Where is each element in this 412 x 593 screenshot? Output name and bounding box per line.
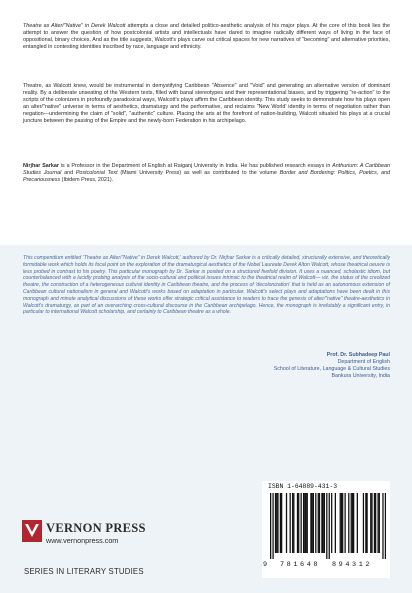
barcode-bar	[377, 493, 378, 553]
publisher-url[interactable]: www.vernonpress.com	[46, 536, 119, 545]
endorser-block	[274, 352, 390, 380]
barcode-bar	[329, 493, 330, 559]
barcode-bar	[304, 493, 305, 553]
barcode-bar	[275, 493, 276, 553]
endorser-dept: Department of English	[337, 359, 390, 365]
author-name: Nirjhar Sarkar	[23, 163, 59, 169]
barcode-bar	[375, 493, 376, 553]
barcode-bar	[313, 493, 314, 553]
barcode-bar	[374, 493, 375, 553]
barcode-bar	[351, 493, 352, 553]
endorsement-text: This compendium entitled 'Theatre as Alter/"Native" in Derek Walcott,' authored by Dr. Nirjhar Sarkar is a critically detailed, structurally extensive, and theoretically formidable work which holds its focal point on the exploration of the dramaturgical aesthetics of the Nobel Laureate Derek Alton Walcott, whose theatrical oeuvre is less probed in contrast to his poetry. This particular monograph by Dr. Sarkar is posited on a structured fivefold division. It uses a nuanced, scholastic idiom, but counterbalanced with a lucidly probing analysis of the socio-cultural and political issues intrinsic to the theatrical realm of Walcott— viz. the status of the creolized theatre, the construction of a heterogeneous cultural identity in Caribbean theatre, and the process of 'decolonization' that is held as an autonomous extension of Caribbean cultural nationalism in general and Walcott's works based on adaptation in particular. Walcott's select plays and adaptations have been dealt in this monograph and minute analytical discussions of these works offer strategic critical assistance to readers to trace the genesis of alter/"native" theatre-aesthetics in Walcott's dramaturgy, as part of an overarching cross-cultural discourse in the Caribbean archipelago. Hence, the monograph is irrefutably a significant entry, in particular to international Walcott scholarship, and certainly to Caribbean theatre as a whole.	[23, 255, 390, 316]
barcode-bar	[303, 493, 304, 553]
barcode-bar	[357, 493, 358, 553]
barcode-bar	[379, 493, 380, 553]
barcode-bar	[293, 493, 294, 553]
barcode-bar	[307, 493, 308, 553]
barcode-bar	[276, 493, 277, 553]
barcode-bar	[272, 493, 273, 559]
barcode-bar	[270, 493, 271, 559]
barcode-bar	[305, 493, 306, 553]
journal-2: Postcolonial Text	[75, 170, 118, 177]
barcode-bar	[335, 493, 336, 553]
barcode-bar	[310, 493, 311, 553]
barcode-bar	[301, 493, 302, 553]
barcode-bar	[353, 493, 354, 553]
barcode-bar	[324, 493, 325, 553]
endorser-school: School of Literature, Language & Cultural Studies	[273, 366, 390, 372]
endorser-university: Bankura University, India	[331, 373, 390, 379]
barcode-bar	[298, 493, 299, 553]
barcode	[262, 481, 390, 578]
journal-1: Anthurium: A Caribbean Studies Journal	[23, 163, 390, 177]
barcode-bar	[365, 493, 366, 553]
publisher-name: VERNON PRESS	[46, 521, 146, 535]
barcode-bar	[382, 493, 383, 559]
barcode-bar	[385, 493, 386, 559]
barcode-bar	[297, 493, 298, 553]
book-title-italic: Theatre as Alter/"Native" in Derek Walcott	[23, 23, 126, 29]
barcode-bar	[318, 493, 319, 553]
intro-text: attempts a close and detailed politico-aesthetic analysis of his major plays. At the core of this book lies the attempt to answer the question of how postcolonial artists and intellectuals have dared to imagine radically different ways of living in the face of oppositional, binary choices. And as the title suggests, Walcott's plays carve out critical spaces for new narratives of "becoming" and alternative priorities, entangled in contesting identities inscribed by race, language and ethnicity.	[23, 23, 390, 51]
walcott-paragraph: Theatre, as Walcott knew, would be instrumental in demystifying Caribbean "Absence" and "Void" and generating an alternative version of dominant reality. By a deliberate unseating of the Western texts, filled with banal stereotypes and their representational biases, and by triggering "re-action" to the scripts of the colonizers in profoundly paradoxical ways, Walcott's plays affirm the Caribbean identity. This study seeks to demonstrate how his plays open an alter/"native" universe in terms of aesthetics, dramaturgy and the performative, and reclaims "New World' identity in terms of negotiation rather than negation—undermining the claim of "solid", "authentic" culture. Placing the arts at the forefront of nation-building, Walcott situated his plays at a crucial juncture between the passing of the Empire and the newly-born Federation in his archipelago.	[23, 83, 390, 125]
barcode-bar	[312, 493, 313, 553]
barcode-bar	[344, 493, 345, 553]
barcode-bar	[342, 493, 343, 553]
endorser-name: Prof. Dr. Subhadeep Paul	[326, 352, 390, 358]
barcode-bar	[371, 493, 372, 553]
barcode-bars	[270, 493, 386, 559]
barcode-bar	[286, 493, 287, 553]
vernon-press-logo-icon	[22, 520, 42, 542]
barcode-bar	[321, 493, 322, 553]
barcode-bar	[348, 493, 349, 553]
barcode-digit-lead: 9	[263, 561, 268, 569]
barcode-bar	[315, 493, 316, 553]
barcode-bar	[277, 493, 278, 553]
barcode-digits-right: 894312	[332, 561, 373, 569]
isbn-label: ISBN 1-64889-431-3	[268, 483, 338, 490]
barcode-bar	[340, 493, 341, 553]
barcode-bar	[341, 493, 342, 553]
barcode-bar	[280, 493, 281, 553]
description-section	[0, 0, 412, 245]
barcode-bar	[281, 493, 282, 553]
barcode-bar	[290, 493, 291, 553]
barcode-bar	[352, 493, 353, 553]
barcode-bar	[319, 493, 320, 553]
barcode-bar	[363, 493, 364, 553]
author-bio: Nirjhar Sarkar is a Professor in the Department of English at Raiganj University in India. He has published research essays in Anthurium: A Caribbean Studies Journal and Postcolonial Text (Miami University Press) as well as contributed to the volume Border and Bordering: Politics, Poetics, and Precariousness (Ibidem Press, 2021).	[23, 163, 390, 184]
barcode-bar	[292, 493, 293, 553]
series-label: SERIES IN LITERARY STUDIES	[24, 567, 144, 576]
barcode-bar	[370, 493, 371, 553]
barcode-bar	[326, 493, 327, 559]
barcode-bar	[331, 493, 332, 553]
barcode-bar	[323, 493, 324, 553]
contributed-book: Border and Bordering: Politics, Poetics, and Precariousness	[23, 170, 390, 184]
intro-paragraph	[23, 23, 390, 51]
barcode-digits-left: 781648	[280, 561, 321, 569]
barcode-bar	[366, 493, 367, 553]
